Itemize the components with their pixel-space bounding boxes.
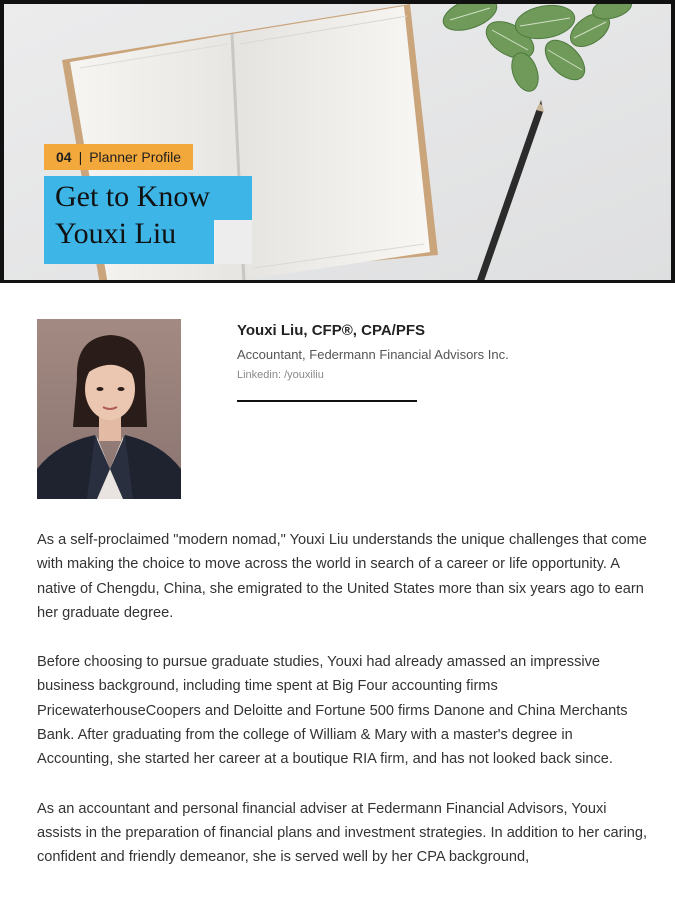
hero-banner: [0, 0, 675, 282]
divider: [237, 400, 417, 402]
hero-bottom-border: [0, 280, 675, 283]
page-title: [44, 176, 252, 264]
profile-photo: [37, 319, 181, 499]
title-line-2: Youxi Liu: [55, 217, 177, 250]
profile-card: [237, 322, 657, 402]
profile-role: Accountant, Federmann Financial Advisors Inc.: [237, 347, 509, 362]
paragraph: Before choosing to pursue graduate studies, Youxi had already amassed an impressive business background, including time spent at Big Four accounting firms PricewaterhouseCoopers and Deloitte and Fortune 500 firms Danone and China Merchants Bank. After graduating from the college of William & Mary with a master's degree in Accounting, she started her career at a boutique RIA firm, and has not looked back since.: [37, 654, 628, 768]
paragraph: As a self-proclaimed "modern nomad," Youxi Liu understands the unique challenges that come with making the choice to move across the world in search of a career or life opportunity. A native of Chengdu, China, she emigrated to the United States more than six years ago to earn her graduate degree.: [37, 532, 647, 621]
paragraph: As an accountant and personal financial adviser at Federmann Financial Advisors, Youxi assists in the preparation of financial plans and investment strategies. In addition to her caring, confident and friendly demeanor, she is served well by her CPA background,: [37, 800, 648, 866]
section-label: Planner Profile: [89, 149, 182, 165]
title-line-1: Get to Know: [55, 180, 210, 213]
article-body: [37, 528, 652, 895]
section-badge: [44, 144, 193, 170]
linkedin-link[interactable]: Linkedin: /youxiliu: [237, 369, 324, 381]
section-number: 04: [56, 149, 72, 165]
badge-separator: |: [78, 149, 83, 165]
profile-name: Youxi Liu, CFP®, CPA/PFS: [237, 322, 426, 339]
